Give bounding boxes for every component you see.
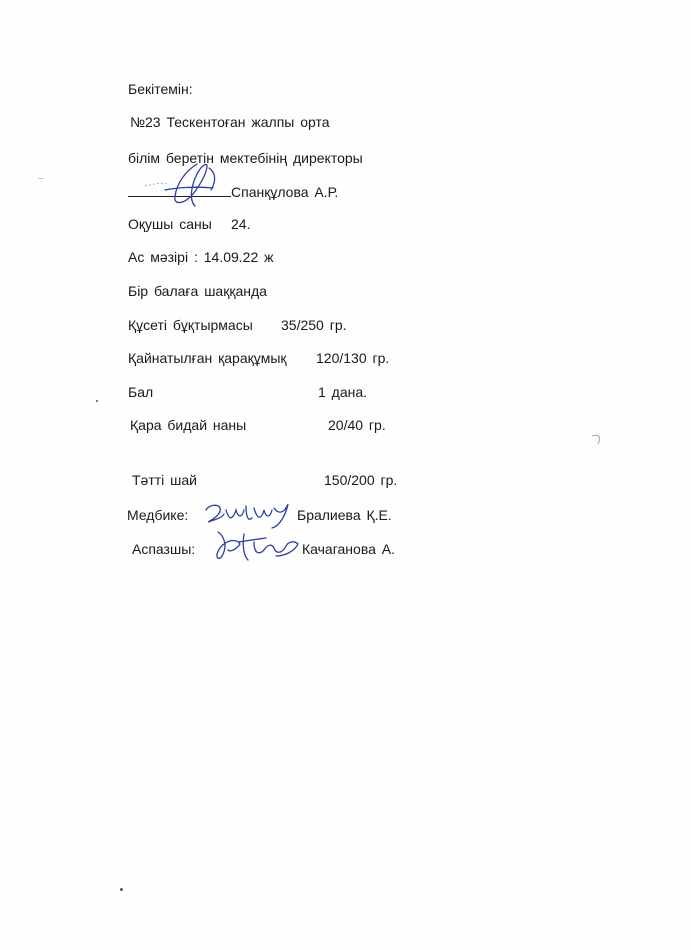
per-child-label: Бір балаға шаққанда bbox=[128, 283, 267, 299]
menu-item-name: Бал bbox=[128, 384, 154, 400]
nurse-label: Медбике: bbox=[127, 507, 189, 523]
nurse-signature-icon bbox=[200, 496, 300, 532]
scan-speck bbox=[96, 400, 98, 402]
signature-underline bbox=[128, 196, 231, 197]
scan-speck bbox=[38, 178, 44, 179]
director-signature-icon bbox=[135, 160, 245, 210]
menu-item-name: Тәтті шай bbox=[132, 472, 197, 488]
students-count: 24. bbox=[231, 216, 251, 232]
cook-signature-icon bbox=[210, 526, 306, 566]
nurse-name: Бралиева Қ.Е. bbox=[297, 507, 392, 523]
scan-speck bbox=[120, 888, 123, 891]
menu-item-amount: 150/200 гр. bbox=[324, 472, 398, 488]
students-label: Оқушы саны bbox=[128, 216, 212, 232]
cook-label: Аспазшы: bbox=[132, 541, 196, 557]
menu-item-amount: 20/40 гр. bbox=[328, 417, 386, 433]
menu-item-amount: 120/130 гр. bbox=[316, 350, 390, 366]
menu-item-name: Қара бидай наны bbox=[130, 417, 247, 433]
menu-item-amount: 35/250 гр. bbox=[281, 317, 347, 333]
menu-date: Ас мәзірі : 14.09.22 ж bbox=[128, 249, 274, 265]
approval-header: Бекітемін: bbox=[128, 81, 193, 97]
scan-mark-icon bbox=[588, 430, 608, 450]
menu-item-name: Құсеті бұқтырмасы bbox=[128, 317, 253, 333]
director-name: Спанқұлова А.Р. bbox=[231, 184, 339, 200]
cook-name: Качаганова А. bbox=[302, 541, 395, 557]
school-line-1: №23 Тескентоған жалпы орта bbox=[130, 114, 330, 130]
menu-item-name: Қайнатылған қарақұмық bbox=[128, 350, 287, 366]
menu-item-amount: 1 дана. bbox=[318, 384, 368, 400]
school-line-2: білім беретін мектебінің директоры bbox=[128, 150, 363, 166]
